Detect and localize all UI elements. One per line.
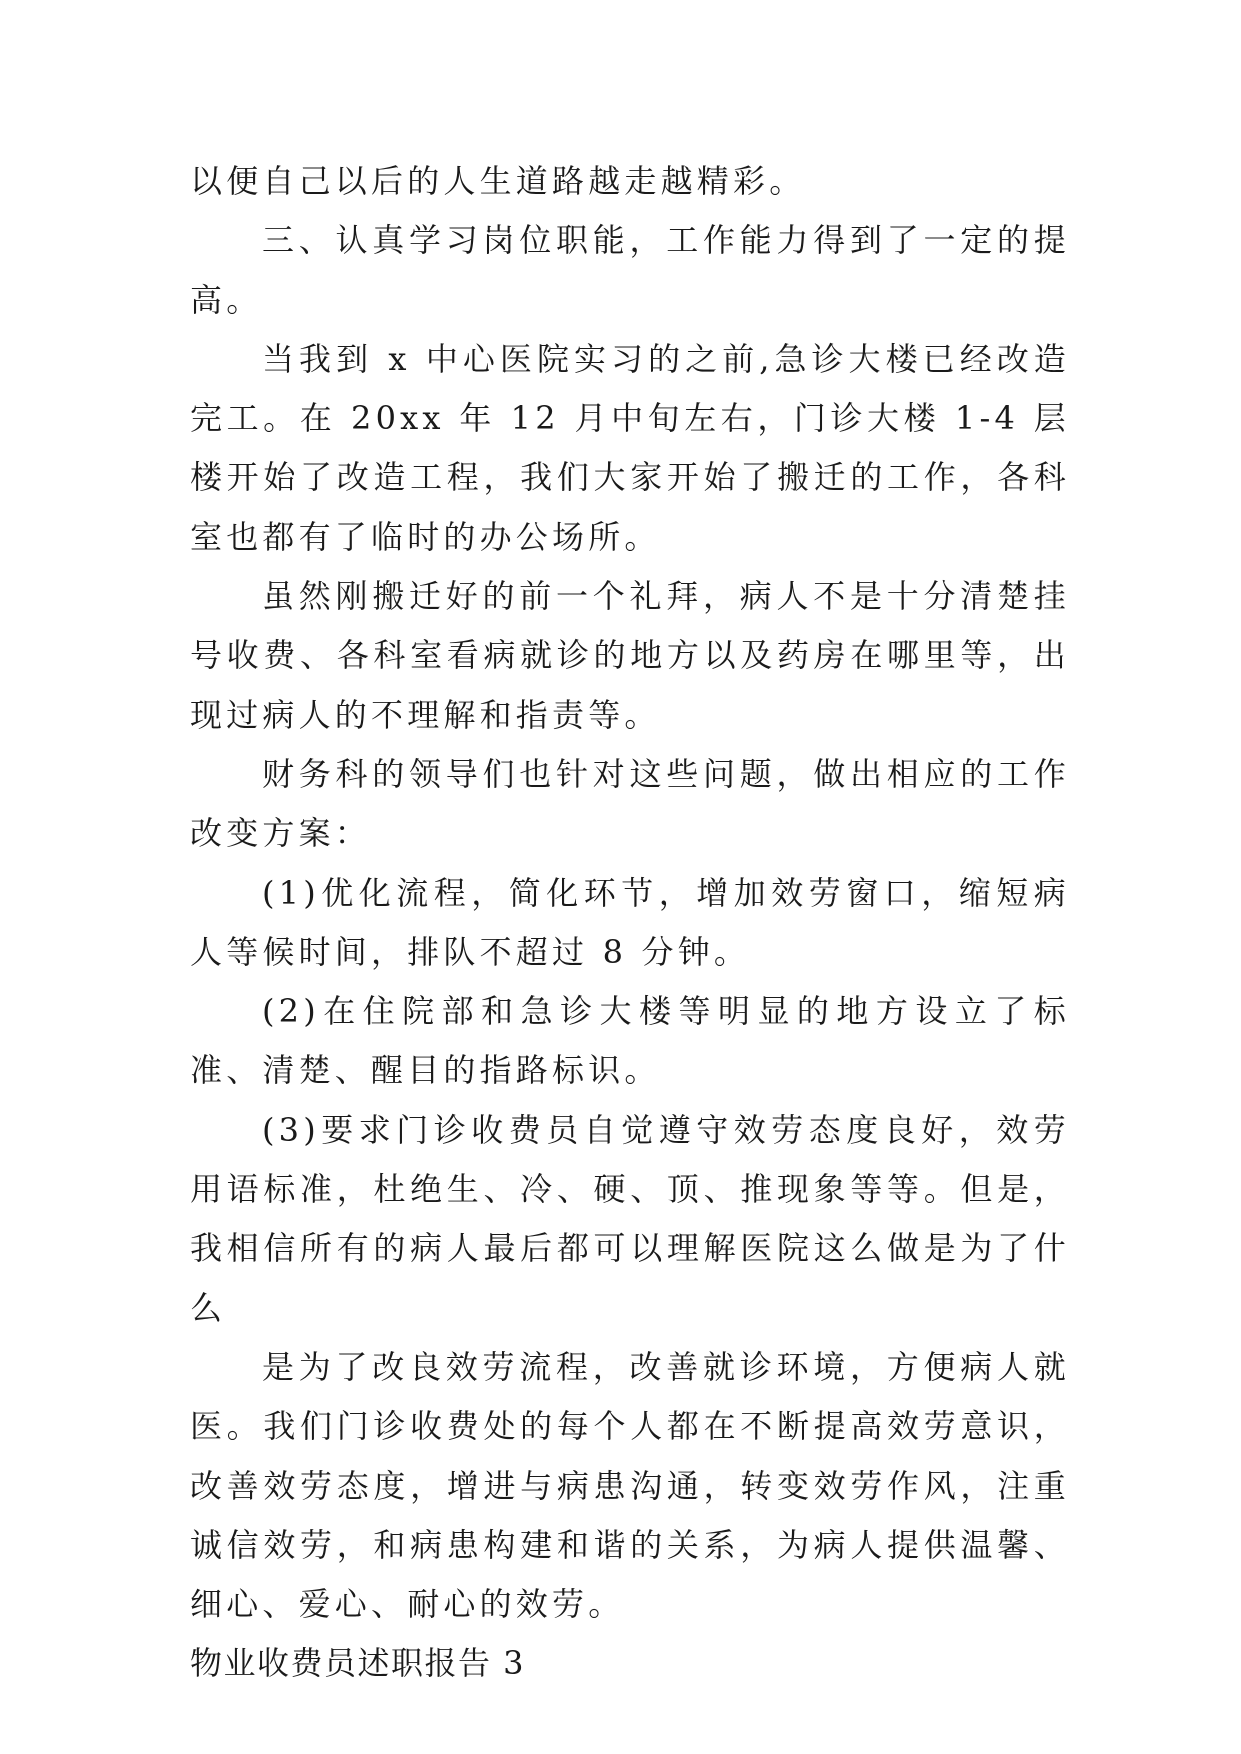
- paragraph-4: 虽然刚搬迁好的前一个礼拜，病人不是十分清楚挂号收费、各科室看病就诊的地方以及药房在哪里等，出现过病人的不理解和指责等。: [190, 577, 1070, 734]
- paragraph-2: 三、认真学习岗位职能，工作能力得到了一定的提高。: [190, 221, 1070, 319]
- paragraph-8: (3)要求门诊收费员自觉遵守效劳态度良好，效劳用语标准，杜绝生、冷、硬、顶、推现象等等。但是，我相信所有的病人最后都可以理解医院这么做是为了什么: [190, 1110, 1070, 1327]
- document-body: [190, 152, 1070, 1694]
- paragraph-3: 当我到 x 中心医院实习的之前,急诊大楼已经改造完工。在 20xx 年 12 月中旬左右，门诊大楼 1-4 层楼开始了改造工程，我们大家开始了搬迁的工作，各科室也都有了临时的办公场所。: [190, 339, 1070, 556]
- paragraph-9: 是为了改良效劳流程，改善就诊环境，方便病人就医。我们门诊收费处的每个人都在不断提高效劳意识，改善效劳态度，增进与病患沟通，转变效劳作风，注重诚信效劳，和病患构建和谐的关系，为病人提供温馨、细心、爱心、耐心的效劳。: [190, 1347, 1070, 1624]
- paragraph-1: 以便自己以后的人生道路越走越精彩。: [190, 162, 806, 200]
- paragraph-5: 财务科的领导们也针对这些问题，做出相应的工作改变方案：: [190, 754, 1070, 853]
- paragraph-7: (2)在住院部和急诊大楼等明显的地方设立了标准、清楚、醒目的指路标识。: [190, 992, 1070, 1090]
- section-heading: 物业收费员述职报告 3: [190, 1644, 526, 1683]
- paragraph-6: (1)优化流程，简化环节，增加效劳窗口，缩短病人等候时间，排队不超过 8 分钟。: [190, 873, 1070, 971]
